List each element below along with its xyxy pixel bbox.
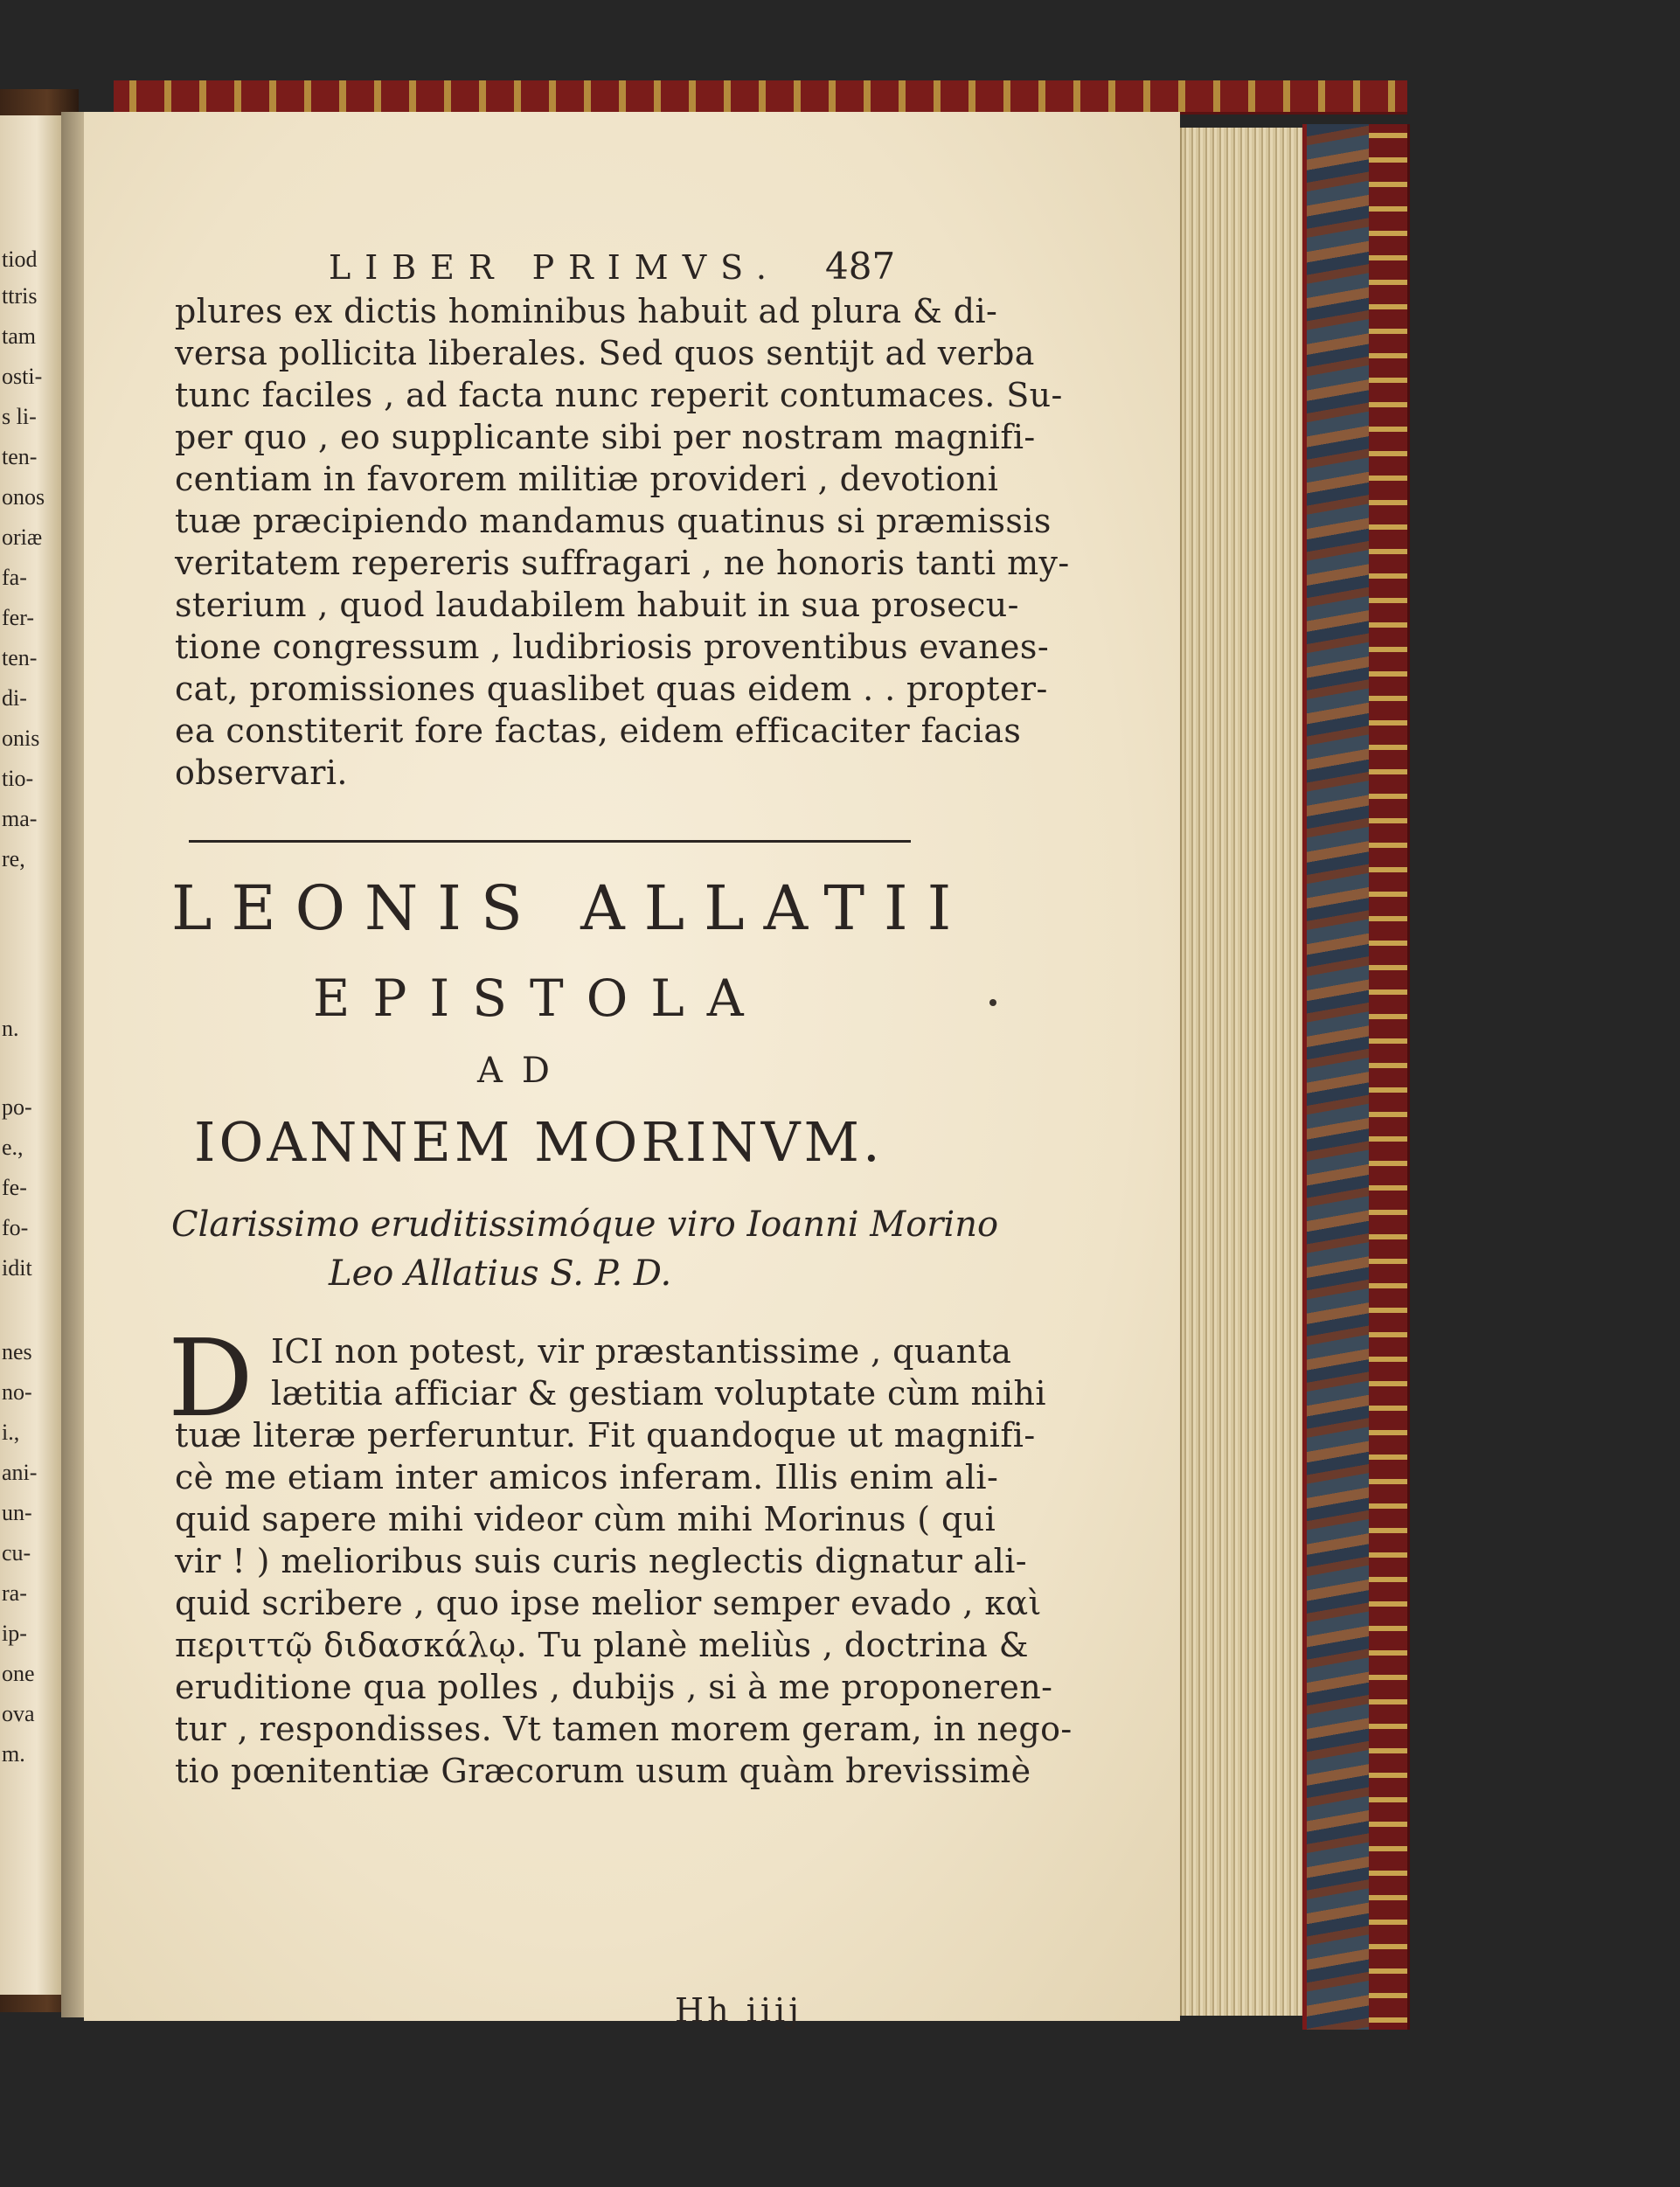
text-line: observari.: [175, 753, 348, 792]
drop-cap: D: [168, 1316, 253, 1441]
title-recipient: IOANNEM MORINVM.: [194, 1110, 884, 1174]
text-line: eruditione qua polles , dubijs , si à me proponeren-: [175, 1668, 1053, 1706]
book: [0, 80, 1407, 2030]
margin-fragment: tio-: [2, 766, 34, 791]
text-line: quid scribere , quo ipse melior semper evado , καὶ: [175, 1584, 1042, 1622]
text-line: ICI non potest, vir præstantissime , quanta: [271, 1332, 1012, 1371]
margin-fragment: ova: [2, 1701, 35, 1726]
margin-fragment: onos: [2, 484, 45, 510]
margin-fragment: idit: [2, 1255, 32, 1281]
margin-fragment: ma-: [2, 806, 38, 831]
text-line: veritatem repereris suffragari , ne honoris tanti my-: [175, 544, 1070, 582]
margin-fragment: ani-: [2, 1460, 38, 1485]
text-line: quid sapere mihi videor cùm mihi Morinus ( qui: [175, 1500, 996, 1538]
text-line: tunc faciles , ad facta nunc reperit contumaces. Su-: [175, 376, 1063, 414]
title-author: LEONIS ALLATII: [171, 872, 971, 944]
margin-fragment: ip-: [2, 1621, 27, 1646]
margin-fragment: fa-: [2, 565, 27, 590]
right-page: [84, 112, 1180, 2030]
margin-fragment: di-: [2, 685, 27, 711]
text-line: per quo , eo supplicante sibi per nostram magnifi-: [175, 418, 1036, 456]
margin-fragment: ra-: [2, 1580, 27, 1606]
margin-fragment: tiod: [2, 246, 38, 272]
text-line: tur , respondisses. Vt tamen morem geram, in nego-: [175, 1710, 1073, 1748]
margin-fragment: no-: [2, 1379, 32, 1405]
text-line: tuæ literæ perferuntur. Fit quandoque ut magnifi-: [175, 1416, 1036, 1455]
text-line: tione congressum , ludibriosis proventibus evanes-: [175, 628, 1050, 666]
text-line: tio pœnitentiæ Græcorum usum quàm brevissimè: [175, 1752, 1031, 1790]
margin-fragment: one: [2, 1661, 35, 1686]
margin-fragment: un-: [2, 1500, 32, 1525]
salutation-line: Leo Allatius S. P. D.: [329, 1253, 672, 1294]
gilt-head-edge: [114, 80, 1407, 115]
text-line: vir ! ) melioribus suis curis neglectis dignatur ali-: [175, 1542, 1028, 1580]
margin-fragment: fer-: [2, 605, 34, 630]
margin-fragment: po-: [2, 1094, 32, 1120]
margin-fragment: nes: [2, 1339, 32, 1364]
text-line: περιττῷ διδασκάλῳ. Tu planè meliùs , doctrina &: [175, 1626, 1029, 1664]
margin-fragment: s li-: [2, 404, 37, 429]
text-line: plures ex dictis hominibus habuit ad plura & di-: [175, 292, 998, 330]
title-ad: AD: [477, 1051, 569, 1091]
gilt-spine-border: [1369, 124, 1410, 2030]
page-number: 487: [825, 245, 896, 288]
ink-spot: [989, 999, 996, 1006]
margin-fragment: ten-: [2, 444, 38, 469]
text-line: versa pollicita liberales. Sed quos sentijt ad verba: [175, 334, 1035, 372]
text-line: cat, promissiones quaslibet quas eidem . . propter-: [175, 670, 1048, 708]
margin-fragment: onis: [2, 726, 40, 751]
horizontal-rule: [189, 840, 911, 843]
text-line: sterium , quod laudabilem habuit in sua prosecu-: [175, 586, 1019, 624]
text-line: lætitia afficiar & gestiam voluptate cùm mihi: [271, 1374, 1046, 1413]
text-line: ea constiterit fore factas, eidem efficaciter facias: [175, 712, 1022, 750]
margin-fragment: osti-: [2, 364, 43, 389]
margin-fragment: oriæ: [2, 524, 43, 550]
margin-fragment: ttris: [2, 283, 38, 309]
margin-fragment: n.: [2, 1016, 19, 1041]
text-line: cè me etiam inter amicos inferam. Illis enim ali-: [175, 1458, 999, 1496]
margin-fragment: i.,: [2, 1420, 20, 1445]
title-epistola: EPISTOLA: [313, 969, 767, 1028]
margin-fragment: e.,: [2, 1135, 24, 1160]
margin-fragment: fe-: [2, 1175, 27, 1200]
margin-fragment: re,: [2, 846, 25, 871]
salutation-line: Clarissimo eruditissimóque viro Ioanni Morino: [171, 1205, 999, 1245]
text-line: tuæ præcipiendo mandamus quatinus si præmissis: [175, 502, 1052, 540]
margin-fragment: fo-: [2, 1215, 29, 1240]
text-line: centiam in favorem militiæ provideri , devotioni: [175, 460, 999, 498]
left-page-fragment: [0, 115, 61, 1995]
margin-fragment: m.: [2, 1741, 25, 1767]
margin-fragment: tam: [2, 323, 36, 349]
running-head: LIBER PRIMVS.: [329, 248, 781, 287]
margin-fragment: ten-: [2, 645, 38, 670]
page-fore-edges: [1180, 128, 1313, 2016]
margin-fragment: cu-: [2, 1540, 31, 1566]
signature-catchword: Hh iiij: [675, 1991, 802, 2030]
